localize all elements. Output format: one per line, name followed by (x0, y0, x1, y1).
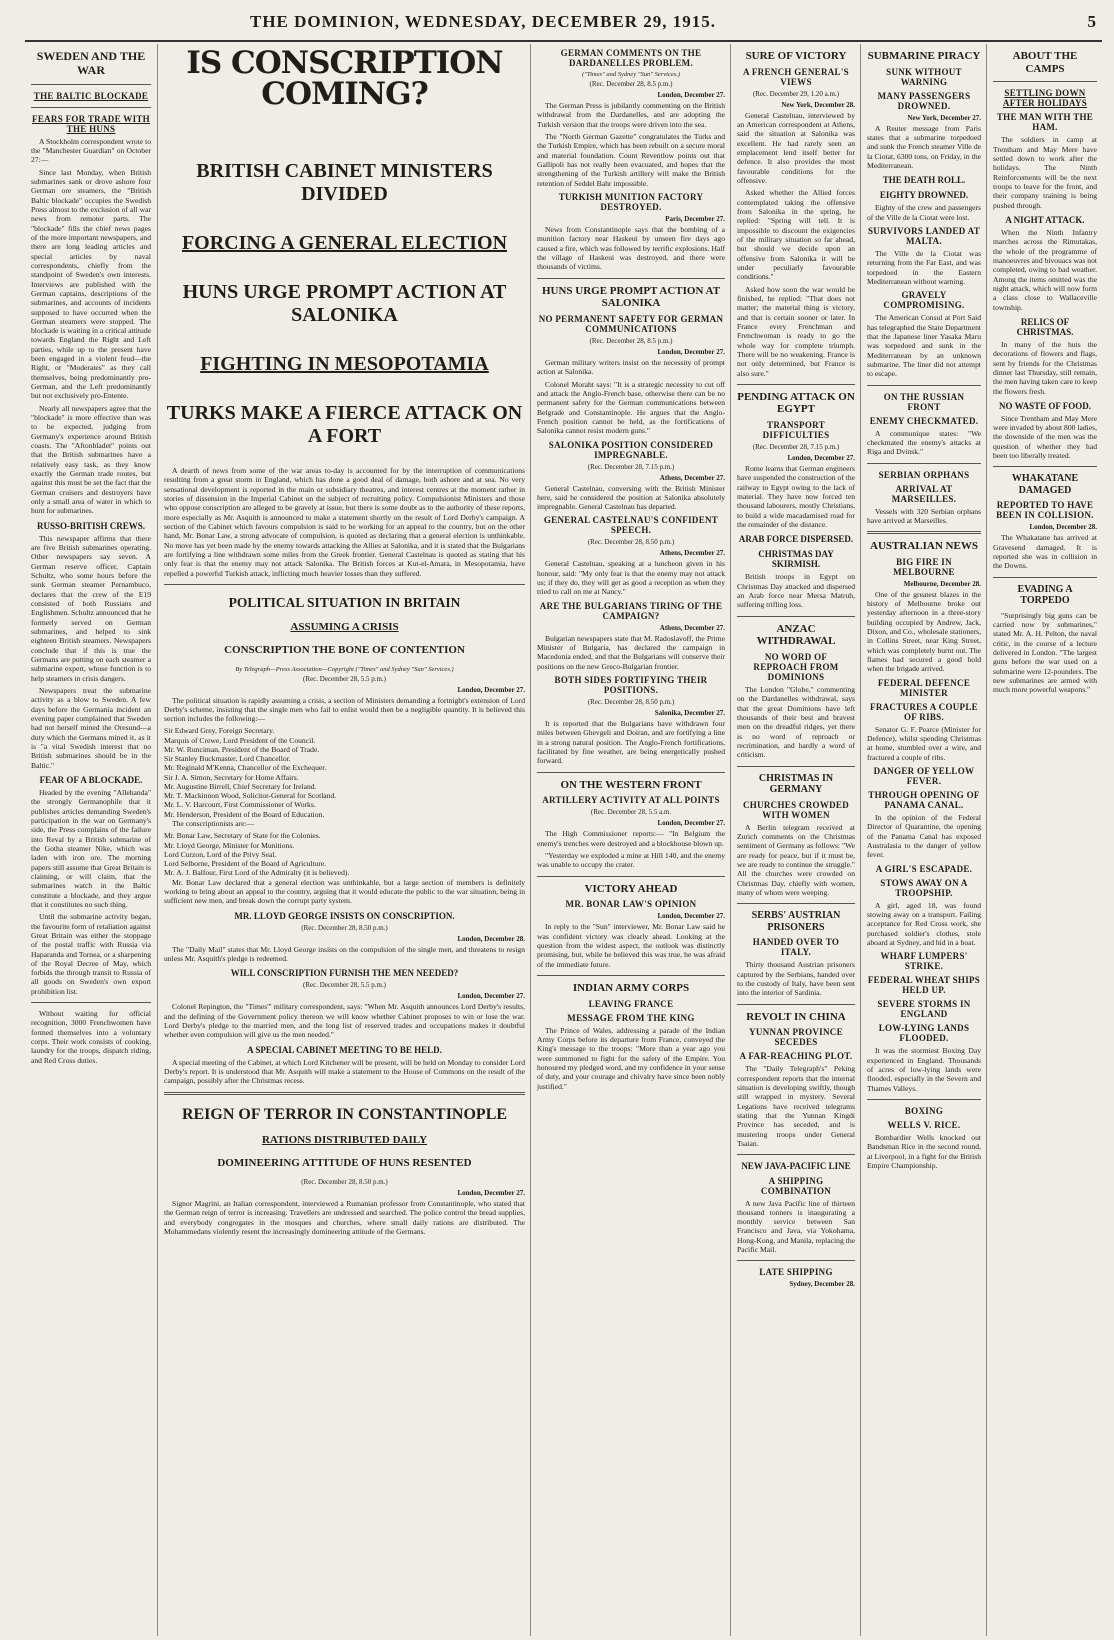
dateline: London, December 27. (657, 819, 725, 828)
received-date: (Rec. December 28, 8.5 p.m.) (589, 336, 673, 345)
received-date: (Rec. December 28, 5.5 a.m. (590, 808, 672, 817)
headline: TURKISH MUNITION FACTORY DESTROYED. (558, 191, 704, 212)
list-item: Mr. Reginald M'Kenna, Chancellor of the Exchequer. (164, 763, 327, 773)
article-text: British troops in Egypt on Christmas Day attacked and dispersed an Arab force near Mersa Matruh, suffering trifling loss. (737, 572, 855, 610)
section-heading: ARAB FORCE DISPERSED. (738, 534, 854, 545)
headline: PENDING ATTACK ON EGYPT (737, 390, 855, 416)
article-text: "Surprisingly big guns can be carried now by submarines," stated Mr. A. H. Pelton, the naval critic, in the course of a lecture delivered in London. "The largest guns before the war used on a submarine were 12-pounders. The new submarines are armed with much more powerful weapons." (993, 610, 1097, 695)
subheadline: YUNNAN PROVINCE SECEDES (749, 1027, 843, 1048)
headline: SUBMARINE PIRACY (867, 50, 981, 62)
dateline: Melbourne, December 28. (903, 579, 981, 588)
headline: CHRISTMAS IN GERMANY (758, 772, 834, 796)
page-number: 5 (1087, 12, 1096, 31)
column-submarine (860, 44, 987, 1636)
subheadline: CHURCHES CROWDED WITH WOMEN (742, 799, 850, 820)
main-headline: IS CONSCRIPTION COMING? (186, 45, 503, 112)
subheadline: NO WORD OF REPROACH FROM DOMINIONS (753, 652, 839, 682)
list-item: Mr. Bonar Law, Secretary of State for the Colonies. (164, 831, 321, 841)
dateline: Athens, December 27. (659, 473, 725, 482)
dateline: London, December 27. (457, 685, 525, 694)
subheadline: MESSAGE FROM THE KING (567, 1012, 695, 1023)
subheadline: CONSCRIPTION THE BONE OF CONTENTION (224, 644, 465, 657)
received-date: (Rec. December 28, 8.5 p.m.) (589, 80, 673, 88)
article-text: Mr. Bonar Law declared that a general election was unthinkable, but a large section of members is definitely working to bring about an appeal to the country, arguing that it would educate the public to the war situation, being in sufficient new men, and break down the corrupt party system. (164, 877, 525, 906)
subheadline: MANY PASSENGERS DROWNED. (877, 90, 971, 111)
headline: SALONIKA POSITION CONSIDERED IMPREGNABLE. (548, 439, 714, 460)
masthead-title: THE DOMINION, WEDNESDAY, DECEMBER 29, 1915. (250, 12, 717, 31)
headline: BOXING (904, 1106, 944, 1117)
section-heading: RELICS OF CHRISTMAS. (1016, 316, 1074, 337)
subheadline: FRACTURES A COUPLE OF RIBS. (870, 701, 978, 722)
subheadline: ARTILLERY ACTIVITY AT ALL POINTS (542, 795, 720, 806)
subheadline: TRANSPORT DIFFICULTIES (762, 420, 830, 441)
subheadline: THE BALTIC BLOCKADE (33, 90, 149, 101)
headline: AUSTRALIAN NEWS (870, 540, 978, 553)
article-text: Bulgarian newspapers state that M. Radoslavoff, the Prime Minister of Bulgaria, has declared the campaign in Macedonia ended, and that the Bulgarians will conserve their positions on the new Greco-Bulgarian frontier. (537, 633, 725, 671)
headline: WHARF LUMPERS' STRIKE. (880, 951, 968, 972)
article-text: German military writers insist on the necessity of prompt action at Salonika. (537, 357, 725, 377)
headline: ABOUT THE CAMPS (1012, 50, 1078, 75)
headline: NEW JAVA-PACIFIC LINE (741, 1161, 851, 1172)
headline: ANZAC WITHDRAWAL (756, 622, 836, 648)
headline: TURKS MAKE A FIERCE ATTACK ON A FORT (166, 402, 523, 447)
list-item: Mr. T. Mackinnon Wood, Solicitor-General for Scotland. (164, 791, 337, 801)
section-heading: NO WASTE OF FOOD. (998, 400, 1091, 411)
article-text: The soldiers in camp at Trentham and May Mere have settled down to work after the holidays. The Ninth Reinforcements will be the next troops to leave for the front, and their company training is being pushed through. (993, 135, 1097, 210)
article-text: One of the greatest blazes in the history of Melbourne broke out yesterday afternoon in a three-story building occupied by Andrew, Jack, Dixon, and Co., wholesale stationers, in Collins Street, near King Street, which was completely burnt out. The flames had secured a good hold when the brigade arrived. (867, 589, 981, 674)
subheadline: THE MAN WITH THE HAM. (996, 112, 1094, 133)
section-heading: FEAR OF A BLOCKADE. (39, 774, 143, 785)
headline: FIGHTING IN MESOPOTAMIA (200, 353, 489, 375)
column-sweden (25, 44, 157, 1636)
article-text: It is reported that the Bulgarians have withdrawn four miles between Ghevgeli and Doiran, and are fortifying a line in a strong natural position. The Anglo-French fortifications, facilitated by fine weather, are being energetically pushed forward. (537, 719, 725, 766)
headline: HUNS URGE PROMPT ACTION AT SALONIKA (541, 284, 721, 310)
article-text: In reply to the "Sun" interviewer, Mr. Bonar Law said he was confident victory was clearly ahead. Looking at the question from the widest aspect, the outlook was distinctly promising, but, while he believed this was true, he was afraid of the immediate future. (537, 922, 725, 969)
dateline: London, December 28. (457, 934, 525, 943)
headline: WHAKATANE DAMAGED (1011, 473, 1079, 496)
list-item: Mr. W. Runciman, President of the Board of Trade. (164, 744, 320, 754)
subheadline: LOW-LYING LANDS FLOODED. (878, 1023, 970, 1044)
article-text: In many of the huts the decorations of flowers and flags, sent by friends for the Christmas dinner last Thursday, still remain, the men having taken care to keep the flowers fresh. (993, 339, 1097, 396)
article-text: Until the submarine activity began, the favourite form of retaliation against Great Britain was either the stoppage of the postal traffic with Russia via Haparanda and Tornea, or a sharpening of the Royal Decree of May, which forbids the through transit to Russia of all goods on Sweden's own export prohibition list. (31, 912, 151, 996)
list-item: Mr. Lloyd George, Minister for Munitions. (164, 840, 295, 850)
article-text: The Whakatane has arrived at Gravesend damaged. It is reported she was in collision in the Downs. (993, 533, 1097, 571)
headline: DANGER OF YELLOW FEVER. (873, 766, 975, 787)
column-camps (986, 44, 1103, 1636)
article-text: The "Daily Mail" states that Mr. Lloyd George insists on the compulsion of the single men, and threatens to resign unless Mr. Asquith's pledge is redeemed. (164, 944, 525, 963)
article-text: A communique states: "We checkmated the enemy's attacks at Riga and Dvinsk." (867, 428, 981, 457)
subheadline: ENEMY CHECKMATED. (869, 415, 979, 426)
subheadline: ARRIVAL AT MARSEILLES. (891, 483, 957, 504)
dateline: New York, December 28. (781, 100, 855, 109)
list-item: Mr. A. J. Balfour, First Lord of the Admiralty (it is believed). (164, 868, 350, 878)
section-heading: RUSSO-BRITISH CREWS. (36, 520, 146, 531)
list-item: Sir Edward Grey, Foreign Secretary. (164, 726, 275, 736)
article-text: A Stockholm correspondent wrote to the "Manchester Guardian" on October 27:— (31, 136, 151, 165)
headline: SEVERE STORMS IN ENGLAND (877, 999, 971, 1020)
headline: FORCING A GENERAL ELECTION (181, 232, 508, 254)
headline: EVADING A TORPEDO (1017, 583, 1073, 607)
article-text: News from Constantinople says that the bombing of a munition factory near Haskeui by unseen fire days ago caused a fire, which was followed by terrific explosions. Half the village of Haskeui was destroyed, and there were thousands of victims. (537, 224, 725, 272)
headline: SURVIVORS LANDED AT MALTA. (867, 225, 981, 246)
article-text: The political situation is rapidly assuming a crisis, a section of Ministers demanding a fortnight's extension of Lord Derby's scheme, insisting that the single men who fail to enlist would then be a negligible quantity. It is believed this section includes the following:— (164, 695, 525, 724)
article-text: Thirty thousand Austrian prisoners captured by the Serbians, handed over to the custody of Italy, have been sent into the interior of Sardinia. (737, 960, 855, 998)
article-text: In the opinion of the Federal Director of Quarantine, the opening of the Panama Canal has exposed Australasia to the danger of yellow fever. (867, 813, 981, 860)
article-text: Senator G. F. Pearce (Minister for Defence), whilst spending Christmas at home, stumbled over a wire, and fractured a couple of ribs. (867, 724, 981, 762)
subheadline: SUNK WITHOUT WARNING (886, 66, 962, 87)
received-date: (Rec. December 29, 1.20 a.m.) (752, 89, 840, 98)
article-text: A Reuter message from Paris states that a submarine torpedoed and sunk the French steamer Ville de la Ciotat, 6300 tons, on Friday, in the Mediterranean. (867, 123, 981, 170)
article-text: Rome learns that German engineers have suspended the construction of the railway to Egypt owing to the lack of material. They have now forced ten thousand labourers, mostly Christians, to build a wide macadamised road for the remainder of the distance. (737, 464, 855, 530)
article-text: Vessels with 320 Serbian orphans have arrived at Marseilles. (867, 506, 981, 525)
received-date: (Rec. December 28, 8.50 p.m.) (301, 923, 388, 932)
received-date: (Rec. December 28, 8.50 p.m.) (587, 698, 675, 707)
subheadline: RATIONS DISTRIBUTED DAILY (261, 1133, 428, 1146)
headline: SERBIAN ORPHANS (878, 469, 970, 480)
dateline: London, December 27. (657, 912, 725, 921)
article-text: A Berlin telegram received at Zurich comments on the Christmas sentiment of Germany as follows: "We are ready for peace, but if it must be, we are ready to continue the struggle." All the churches were crowded on Christmas Day, chiefly with women, many of whom were weeping. (737, 822, 855, 897)
list-item: Sir J. A. Simon, Secretary for Home Affairs. (164, 772, 299, 782)
subheadline: FEARS FOR TRADE WITH THE HUNS (32, 113, 150, 134)
received-date: (Rec. December 28, 8.50 p.m.) (587, 538, 675, 547)
headline: GRAVELY COMPROMISING. (883, 290, 965, 311)
received-date: (Rec. December 28, 5.5 p.m.) (303, 981, 386, 990)
dateline: Paris, December 27. (665, 214, 725, 223)
section-heading: A SPECIAL CABINET MEETING TO BE HELD. (247, 1044, 442, 1055)
article-text: This newspaper affirms that there are five British submarines operating. Other newspapers say seven. A German reserve officer, Captain Schultz, who some hours before the sunk German steamer Pernambuco, declares that the crew of the E19 consisted of both Russians and Englishmen. Schultz announced that he formerly served on German submarines, and helped to sink eighteen British steamers. Newspapers conclude that if this is true the Germans are putting on each steamer a submarine expert, whose function is to help steamers in crisis dangers. (31, 533, 151, 683)
headline: VICTORY AHEAD (584, 882, 678, 895)
section-heading: MR. LLOYD GEORGE INSISTS ON CONSCRIPTION. (234, 910, 455, 921)
headline: GENERAL CASTELNAU'S CONFIDENT SPEECH. (543, 515, 719, 536)
article-text: Nearly all newspapers agree that the "blockade" is more effective than was to be expected, judging from Germany's experience around British coasts. The "Aftonbladet" points out that the British submarines have a relatively easy task, as they know exactly the German trade routes, but against this must be set the fact that the German cruisers and destroyers have only a small area of water in which to hunt for submarines. (31, 403, 151, 516)
list-item: Mr. Henderson, President of the Board of Education. (164, 809, 325, 819)
article-text: The American Consul at Port Said has telegraphed the State Department that the Japanese liner Yasaka Maru was torpedoed and sunk in the Mediterranean by an unknown submarine. The liner did not attempt to escape. (867, 313, 981, 379)
article-text: The "North German Gazette" congratulates the Turks and the Turkish Empire, which has been rebuilt on a secure moral and material foundation. Count Reventlow points out that Gallipoli has not really been evacuated, and hopes that the strengthening of the Turkish artillery will make the British retention of Seddel Bahr impossible. (537, 131, 725, 188)
headline: ARE THE BULGARIANS TIRING OF THE CAMPAIGN? (539, 600, 723, 621)
article-text: A special meeting of the Cabinet, at which Lord Kitchener will be present, will be held on Monday to consider Lord Derby's report. It is understood that Mr. Asquith will make a statement to the House of Commons on the result of the campaign, possibly after the Christmas recess. (164, 1057, 525, 1086)
subheadline: SETTLING DOWN AFTER HOLIDAYS (1002, 88, 1088, 109)
article-text: Eighty of the crew and passengers of the Ville de la Ciotat were lost. (867, 203, 981, 222)
section-heading: A NIGHT ATTACK. (1005, 214, 1085, 225)
column-conscription (157, 44, 531, 1636)
article-text: Colonel Repington, the "Times'" military correspondent, says: "When Mr. Asquith announces Lord Derby's results, and the defining of the Government policy thereon we will know whether Cabinet proposes to win or lose the war. Lord Derby's pledge to the married men, and the long list of reserved trades and occupations makes it doubtful whether even compulsion will give us the men needed." (164, 1002, 525, 1040)
list-item: Mr. Augustine Birrell, Chief Secretary for Ireland. (164, 781, 317, 791)
section-heading: CHRISTMAS DAY SKIRMISH. (758, 549, 834, 570)
headline: ON THE RUSSIAN FRONT (883, 391, 965, 412)
list-item: Lord Curzon, Lord of the Privy Seal. (164, 849, 277, 859)
headline: POLITICAL SITUATION IN BRITAIN (228, 594, 461, 610)
dateline: London, December 27. (457, 992, 525, 1001)
subheadline: DOMINEERING ATTITUDE OF HUNS RESENTED (217, 1156, 472, 1169)
subheadline: LEAVING FRANCE (588, 998, 674, 1009)
subheadline: WELLS V. RICE. (887, 1120, 961, 1131)
list-item: Marquis of Crewe, Lord President of the Council. (164, 735, 316, 745)
dateline: Athens, December 27. (659, 549, 725, 558)
article-text: The High Commissioner reports:— "In Belgium the enemy's trenches were destroyed and a blockhouse blown up. (537, 829, 725, 848)
column-dardanelles (530, 44, 731, 1636)
byline: ("Times" and Sydney "Sun" Services.) (581, 71, 681, 78)
article-text: The Ville de la Ciotat was returning from the Far East, and was torpedoed in the Eastern Mediterranean without warning. (867, 248, 981, 286)
received-date: (Rec. December 28, 7.15 p.m.) (587, 462, 675, 471)
received-date: (Rec. December 28, 8.50 p.m.) (301, 1178, 388, 1187)
headline: REIGN OF TERROR IN CONSTANTINOPLE (181, 1105, 508, 1123)
headline: SWEDEN AND THE WAR (36, 49, 146, 77)
subheadline: STOWS AWAY ON A TROOPSHIP. (880, 877, 968, 898)
article-text: Bombardier Wells knocked out Bandsman Rice in the second round, at Liverpool, in a fight for the British Empire Championship. (867, 1133, 981, 1170)
section-heading: EIGHTY DROWNED. (879, 190, 969, 201)
headline: A GIRL'S ESCAPADE. (875, 863, 973, 874)
subheadline: A FAR-REACHING PLOT. (739, 1051, 853, 1062)
article-text: The "Daily Telegraph's" Peking correspondent reports that the internal situation is developing swiftly, though still wrapped in mystery. Several Legations have received telegrams stating that the Yunnan Kingdi Province has seceded, and is mustering troops under General Tsaian. (737, 1064, 855, 1148)
headline: SERBS' AUSTRIAN PRISONERS (751, 910, 841, 933)
headline: REVOLT IN CHINA (746, 1010, 846, 1023)
list-item: Lord Selborne, President of the Board of Agriculture. (164, 859, 327, 869)
dateline: London, December 27. (787, 454, 855, 463)
article-text: A new Java Pacific line of thirteen thousand tonners is inaugurating a monthly service between San Francisco and Java, via Yokohama, Hong-Kong, and Manila, replacing the Pacific Mail. (737, 1198, 855, 1255)
headline: BRITISH CABINET MINISTERS DIVIDED (196, 160, 493, 205)
article-text: Without waiting for official recognition, 3000 Frenchwomen have formed themselves into a voluntary corps. Their work consists of cooking, laundry for the troops, dispatch riding, and Red Cross duties. (31, 1009, 151, 1065)
dateline: London, December 27. (657, 91, 725, 99)
article-text: Colonel Moraht says: "It is a strategic necessity to cut off and attack the Anglo-French base, otherwise there can be no permanent safety for the German communications between Belgrade and Constantinople. He argues that the Anglo-French position cannot be held, as the fortifications of Salonika cannot resist modern guns." (537, 379, 725, 436)
subheadline: A SHIPPING COMBINATION (760, 1175, 832, 1196)
headline: BOTH SIDES FORTIFYING THEIR POSITIONS. (554, 675, 708, 696)
article-text: Headed by the evening "Allehanda" the strongly Germanophile that it publishes articles demanding Sweden's participation in the war on Germany's side, the Press complains of the failure into Reval by a British submarine of the Gotha steamer Nike, which was laden with iron ore. The morning papers still assume that Great Britain is claiming, or will claim, that the submarines watch in the Baltic constitute a blockade, and they argue that it constitutes no such thing. (31, 787, 151, 909)
column-victory (730, 44, 861, 1636)
subheadline: FEDERAL WHEAT SHIPS HELD UP. (867, 975, 981, 996)
article-text: Since last Monday, when British submarines sank or drove ashore four German ore steamers, the "British Baltic blockade" occupies the Swedish Press almost to the exclusion of all war news from remoter parts. The "blockade" fills the chief news pages of the more important newspapers, and there are long leading articles and special articles by naval correspondents, chiefly from the standpoint of Sweden's own interests. Interviews are published with the German captains, descriptions of the submarines, and accounts of incidents supposed to have occurred when the German steamers were stopped. The blockade is waiting in a critical attitude towards England the Right and Left parties, while up to the present have been engaged in a violent feud—the Right, or "Moderates" as they call themselves, being predominantly pro-German, and the Left predominantly but not exclusively pro-Entente. (31, 167, 151, 401)
article-text: A girl, aged 18, was found stowing away on a transport. Failing acceptance for Red Cross work, she purchased soldier's clothes, stole aboard at Sydney, and hid in a boat. (867, 900, 981, 948)
article-text: It was the stormiest Boxing Day experienced in England. Thousands of acres of low-lying lands were flooded, especially in the Severn and Thames Valleys. (867, 1046, 981, 1093)
dateline: London, December 27. (657, 347, 725, 356)
headline: ON THE WESTERN FRONT (560, 778, 702, 791)
subheadline: NO PERMANENT SAFETY FOR GERMAN COMMUNICATIONS (538, 313, 724, 334)
article-text: A dearth of news from some of the war areas to-day is accounted for by the interruption of communications resulting from a great storm in England, which has done a good deal of damage, both ashore and at sea. No very sensational development is reported in the main or subsidiary theatres, and interest centres at the moment rather in stories of dissension in the Imperial Cabinet on the subject of recruiting policy. Compulsionist Ministers and those who oppose conscription are alleged to be gravely at issue, but there is some doubt as to the authority of these reports, more especially as Mr. Asquith is announced to make a statement shortly on the result of Lord Derby's campaign. A section of the Cabinet which favours compulsion is said to be working for an appeal to the country, but on the other hand, Mr. Bonar Law, a strong advocate of compulsion, is quoted as declaring that a general election is unthinkable. No move has yet been made by the enemy towards attacking the Allies at Salonika, and it is stated that the Bulgarians are fortifying a line withdrawn some miles from the Greek frontier. General Castelnau is quoted as stating that his only fear is that the enemy may not attack Salonika. The British forces at Kut-el-Amara, in Mesopotamia, have repelled a powerful Turkish attack, inflicting much heavier losses than they suffered. (164, 466, 525, 578)
article-text: Newspapers treat the submarine activity as a blow to Sweden. A few days before the Germania incident an evening paper complained that Sweden had not herself mined the Oresund—a duty which the Germans mined it, as it is "a vital Swedish interest that no British submarines should be in the Baltic." (31, 685, 151, 770)
article-text: Since Trentham and May Mere were invaded by about 800 ladies, the downside of the men was the question of whether they had been too liberally treated. (993, 413, 1097, 461)
subheadline: HANDED OVER TO ITALY. (752, 937, 840, 958)
article-text: Asked how soon the war would be finished, he replied: "That does not matter; the material thing is victory, and that is certain sooner or later. In France every Frenchman and Frenchwoman is ready to go the whole way for complete triumph. There will be no weakening. France is not only determined, but France is also sure." (737, 284, 855, 378)
received-date: (Rec. December 28, 7.15 p.m.) (752, 443, 840, 452)
headline: SURE OF VICTORY (745, 50, 847, 62)
list-item: Sir Stanley Buckmaster, Lord Chancellor. (164, 754, 291, 764)
article-text: Asked whether the Allied forces contemplated taking the offensive from Salonika in the spring, he replied: "Spring will tell. It is impossible to discount the exigencies of the military situation so far ahead, but should we decide upon an offensive from Salonika it will be under peculiarly favourable conditions." (737, 188, 855, 282)
section-heading: THE DEATH ROLL. (882, 175, 966, 186)
dateline: Sydney, December 28. (789, 1280, 855, 1289)
article-text: General Castelnau, interviewed by an American correspondent at Athens, said the situation at Salonika was excellent. He had rarely seen an emplacement lend itself better for defence. It also provides the most favourable conditions for the offensive. (737, 110, 855, 185)
dateline: New York, December 27. (907, 113, 981, 122)
masthead (0, 0, 1114, 40)
headline: INDIAN ARMY CORPS (572, 981, 690, 994)
article-text: General Castelnau, speaking at a luncheon given in his honour, said: "My only fear is that the enemy may not attack us; if they do, they will get as good a reception as when they tried to call on me at Nancy." (537, 559, 725, 597)
headline: FEDERAL DEFENCE MINISTER (877, 677, 971, 698)
dateline: Athens, December 27. (659, 623, 725, 632)
dateline: London, December 27. (457, 1189, 525, 1198)
section-heading: WILL CONSCRIPTION FURNISH THE MEN NEEDED? (230, 968, 459, 979)
article-text: The London "Globe," commenting on the Dardanelles withdrawal, says that the great Dominions have left thousands of their best and bravest men on the dreadful ridges, yet there is no word of reproach or recrimination, and hardly a word of criticism. (737, 685, 855, 760)
subheadline: MR. BONAR LAW'S OPINION (565, 899, 697, 910)
headline: LATE SHIPPING (759, 1267, 833, 1278)
minister-list (164, 726, 525, 819)
subheadline: REPORTED TO HAVE BEEN IN COLLISION. (996, 500, 1094, 521)
byline: By Telegraph—Press Association—Copyright ("Times" and Sydney "Sun" Services.) (235, 665, 454, 673)
list-item: Mr. L. V. Harcourt, First Commissioner of Works. (164, 800, 316, 810)
headline: GERMAN COMMENTS ON THE DARDANELLES PROBLEM. (560, 48, 702, 68)
subheadline: BIG FIRE IN MELBOURNE (893, 556, 955, 577)
dateline: Salonika, December 27. (654, 709, 725, 718)
article-text: The German Press is jubilantly commenting on the British withdrawal from the Dardanelles, and are adopting the Turkish version that the troops were driven into the sea. (537, 101, 725, 129)
masthead-rule (25, 40, 1102, 42)
headline: HUNS URGE PROMPT ACTION AT SALONIKA (182, 281, 507, 326)
conscriptionist-list (164, 831, 525, 877)
subheadline: A FRENCH GENERAL'S VIEWS (743, 66, 849, 87)
subheadline: ASSUMING A CRISIS (290, 621, 399, 634)
dateline: London, December 28. (1029, 523, 1097, 532)
article-text: Signor Magrini, an Italian correspondent, interviewed a Rumanian professor from Constantinople, who stated that the German reign of terror is increasing. Travellers are undressed and searched. The police control the bread supplies, and everybody congregates in the mosques and churches, where small daily rations are distributed. The Mohammedans violently resent the increasingly domineering attitude of the Germans. (164, 1199, 525, 1237)
article-text: When the Ninth Infantry marches across the Rimutakas, the whole of the programme of manoeuvres and bivouacs was not completed, owing to bad weather. Among the items omitted was the night attack, which will now form a class close to Wallaceville township. (993, 227, 1097, 312)
article-text: "Yesterday we exploded a mine at Hill 140, and the enemy was unable to occupy the crater. (537, 851, 725, 870)
received-date: (Rec. December 28, 5.5 p.m.) (303, 674, 386, 683)
subheadline: THROUGH OPENING OF PANAMA CANAL. (868, 790, 980, 811)
article-text: The conscriptionists are:— (172, 818, 255, 828)
article-text: The Prince of Wales, addressing a parade of the Indian Army Corps before its departure from France, conveyed the King's message to the troops: "More than a year ago you were summoned to fight for the safety of the Empire. You honoured my pledged word, and my confidence in your sense of duty, and your courage and chivalry have since been nobly justified." (537, 1025, 725, 1091)
article-text: General Castelnau, conversing with the British Minister here, said he considered the position at Salonika absolutely impregnable. General Castelnau has departed. (537, 483, 725, 512)
